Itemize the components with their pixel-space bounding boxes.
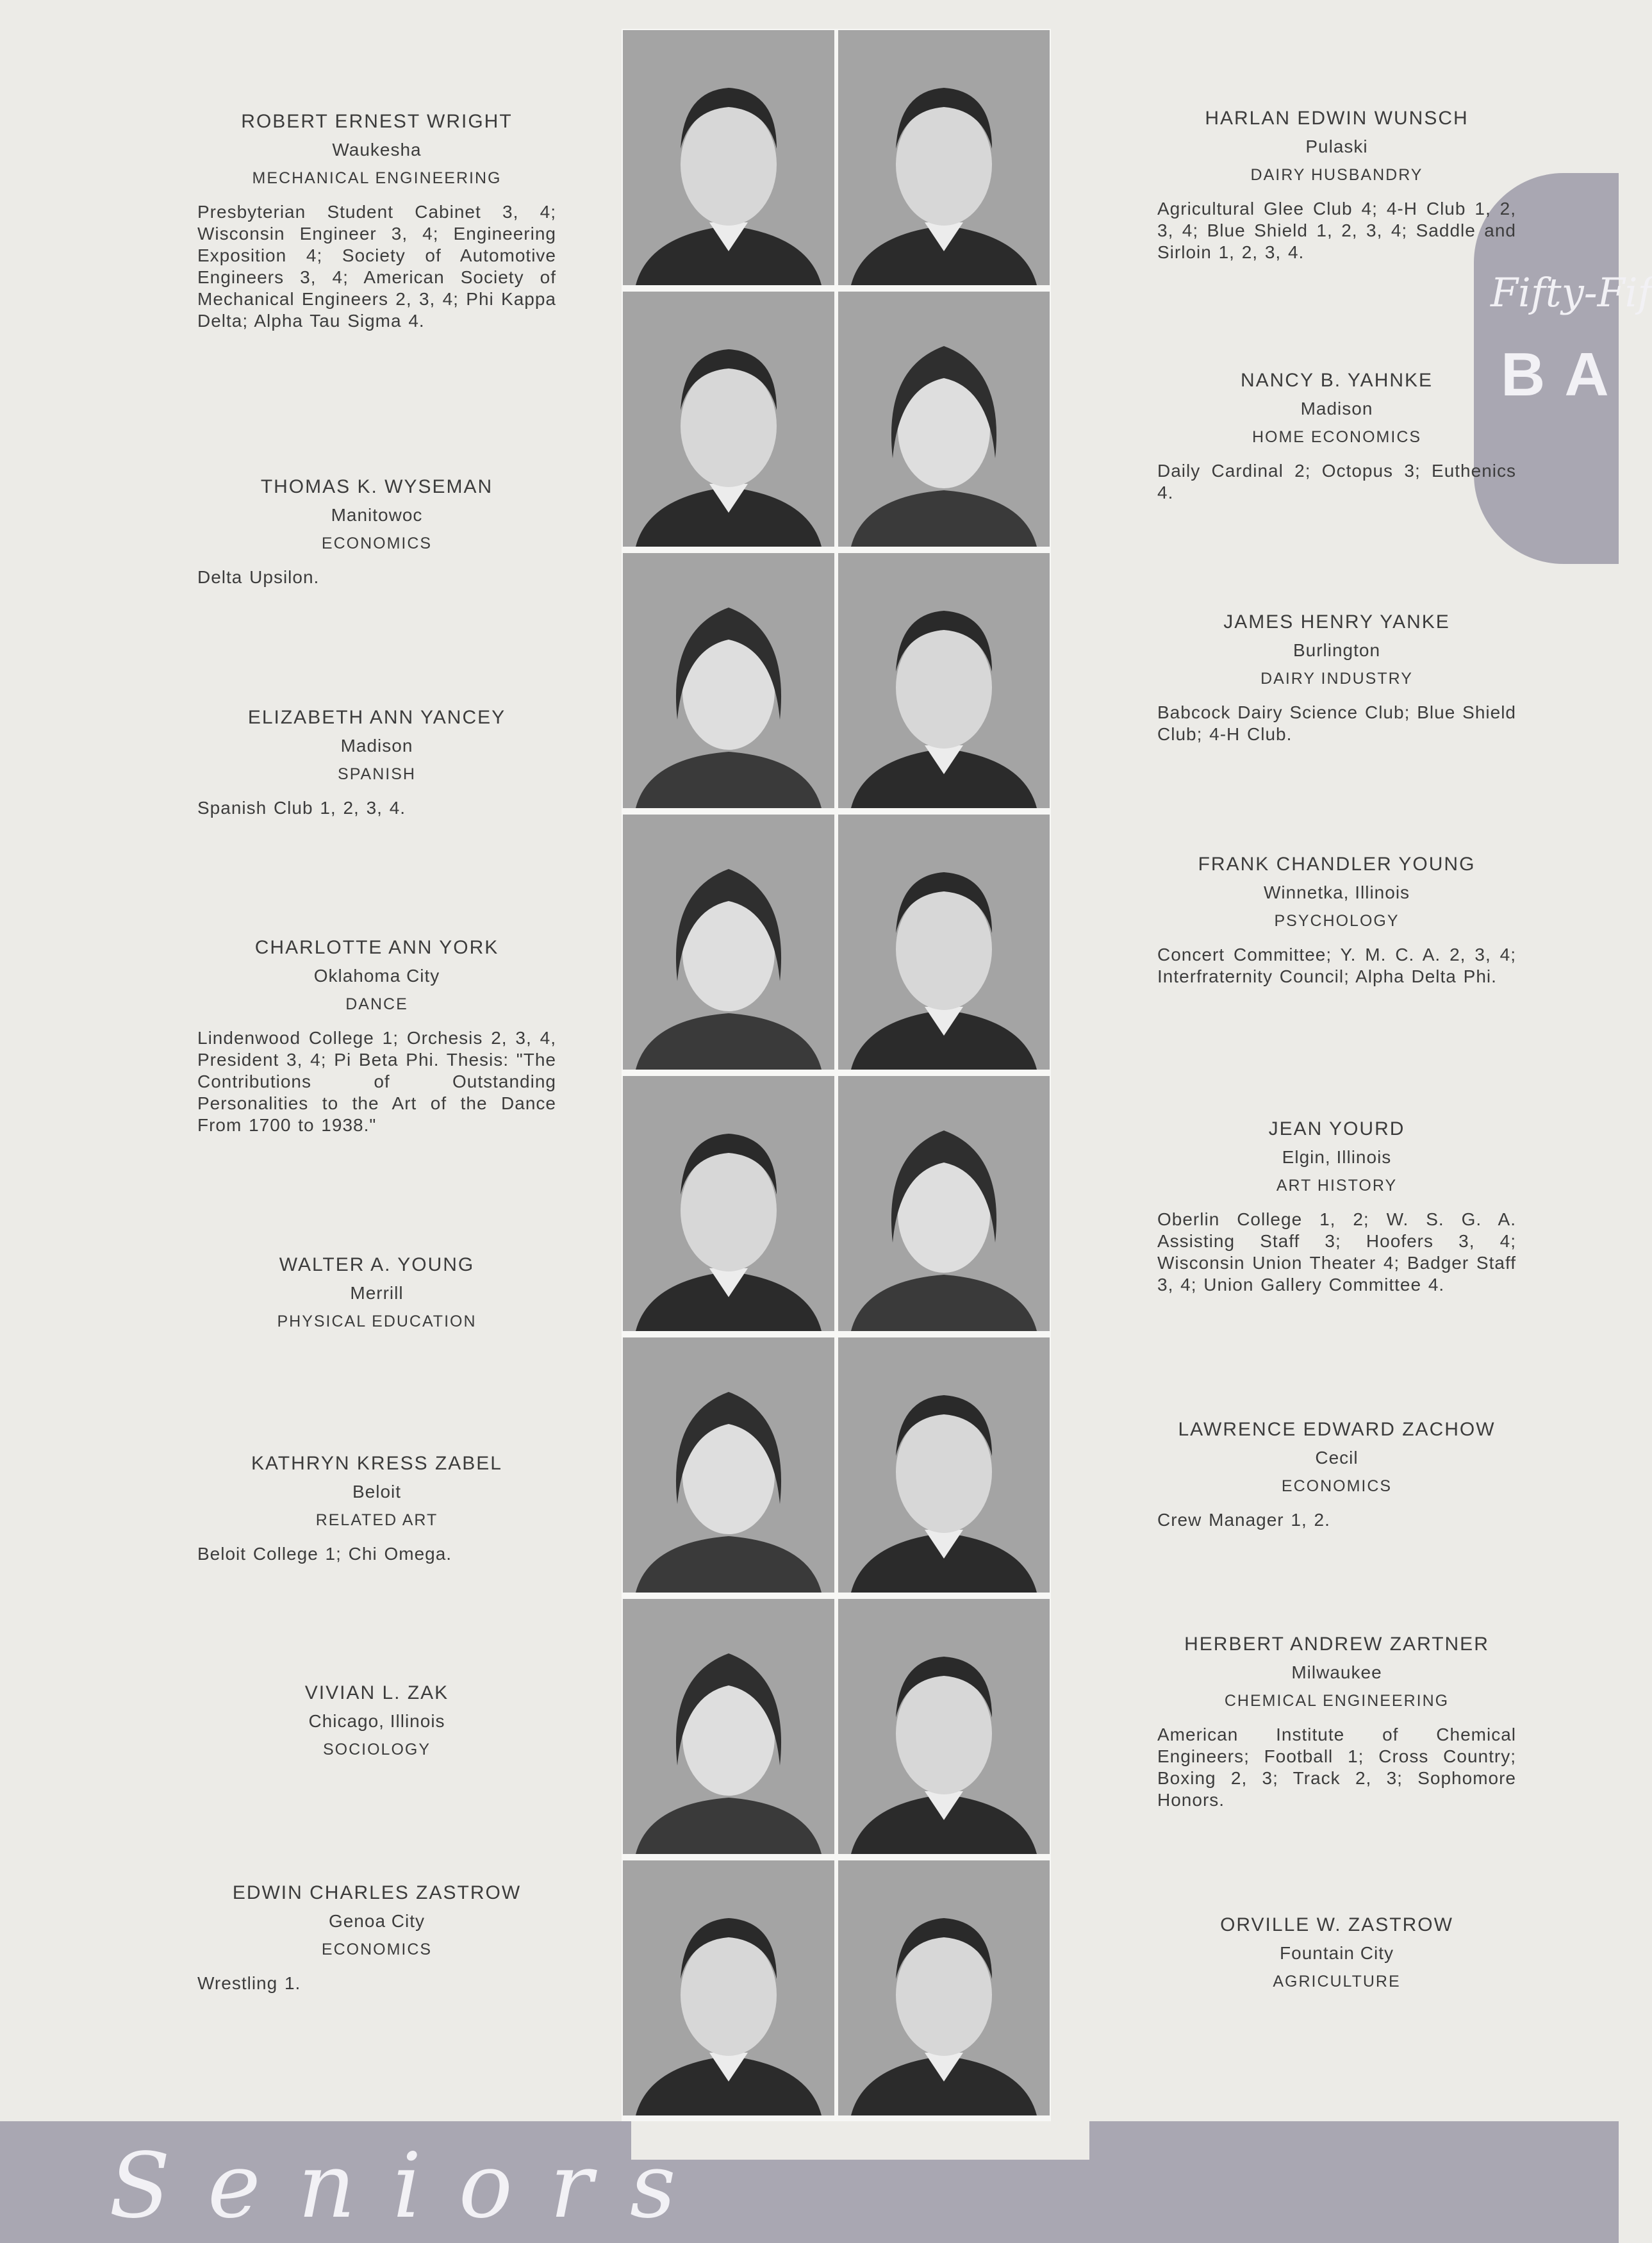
senior-name: ORVILLE W. ZASTROW: [1220, 1914, 1453, 1935]
senior-name: KATHRYN KRESS ZABEL: [251, 1453, 502, 1474]
portrait-photo: [623, 815, 834, 1070]
senior-major: ECONOMICS: [1281, 1477, 1392, 1495]
senior-name: HARLAN EDWIN WUNSCH: [1205, 108, 1469, 129]
senior-name: NANCY B. YAHNKE: [1240, 370, 1433, 391]
side-tab-script-text: Fifty-Fif: [1491, 269, 1652, 316]
senior-activities: American Institute of Chemical Engineers; Football 1; Cross Country; Boxing 2, 3; Track 2, 3; Sophomore Honors.: [1157, 1725, 1516, 1810]
senior-activities: Daily Cardinal 2; Octopus 3; Euthenics 4.: [1157, 461, 1516, 502]
portrait-photo: [623, 1860, 834, 2115]
senior-hometown: Waukesha: [332, 140, 422, 160]
senior-hometown: Madison: [340, 736, 413, 756]
senior-major: DANCE: [345, 995, 408, 1013]
senior-activities: Spanish Club 1, 2, 3, 4.: [197, 798, 406, 818]
senior-major: PHYSICAL EDUCATION: [277, 1312, 477, 1330]
senior-major: PSYCHOLOGY: [1274, 912, 1400, 930]
senior-entry-left-1: [197, 108, 556, 332]
portrait-photo: [838, 815, 1050, 1070]
senior-hometown: Merrill: [350, 1283, 404, 1303]
portrait-photo: [623, 30, 834, 285]
senior-hometown: Pulaski: [1305, 137, 1368, 156]
side-tab-letters: BA: [1501, 340, 1628, 409]
senior-hometown: Beloit: [352, 1482, 402, 1502]
senior-name: JAMES HENRY YANKE: [1223, 611, 1450, 633]
portrait-photo: [838, 1337, 1050, 1593]
senior-name: HERBERT ANDREW ZARTNER: [1184, 1634, 1489, 1655]
senior-name: FRANK CHANDLER YOUNG: [1198, 854, 1476, 875]
senior-activities: Crew Manager 1, 2.: [1157, 1510, 1330, 1530]
senior-activities: Agricultural Glee Club 4; 4-H Club 1, 2, 3, 4; Blue Shield 1, 2, 3, 4; Saddle and Sirloin 1, 2, 3, 4.: [1157, 199, 1516, 262]
portrait-photo: [838, 292, 1050, 547]
senior-entry-right-3: [1157, 608, 1516, 745]
senior-hometown: Chicago, Illinois: [308, 1711, 445, 1731]
senior-hometown: Milwaukee: [1291, 1662, 1382, 1682]
section-title: Seniors: [109, 2134, 713, 2239]
senior-name: LAWRENCE EDWARD ZACHOW: [1178, 1419, 1496, 1440]
senior-major: MECHANICAL ENGINEERING: [252, 169, 502, 187]
portrait-photo: [838, 553, 1050, 808]
senior-major: RELATED ART: [315, 1511, 438, 1529]
senior-major: SPANISH: [338, 765, 416, 783]
senior-name: ELIZABETH ANN YANCEY: [247, 707, 506, 728]
senior-name: THOMAS K. WYSEMAN: [260, 476, 493, 497]
senior-activities: Beloit College 1; Chi Omega.: [197, 1544, 452, 1564]
senior-entry-left-6: [197, 1450, 556, 1565]
senior-hometown: Cecil: [1315, 1448, 1359, 1468]
portrait-photo: [623, 1076, 834, 1331]
senior-entry-right-4: [1157, 850, 1516, 988]
portrait-photo: [623, 292, 834, 547]
senior-activities: Lindenwood College 1; Orchesis 2, 3, 4, President 3, 4; Pi Beta Phi. Thesis: "The Contributions of Outstanding Personalities to the Art of the Dance From 1700 to 1938.": [197, 1028, 556, 1135]
senior-activities: Oberlin College 1, 2; W. S. G. A. Assisting Staff 3; Hoofers 3, 4; Wisconsin Union Theater 4; Badger Staff 3, 4; Union Gallery Committee 4.: [1157, 1209, 1516, 1295]
portrait-photo: [838, 1076, 1050, 1331]
senior-name: CHARLOTTE ANN YORK: [254, 937, 499, 958]
senior-entry-left-7: [197, 1679, 556, 1773]
senior-entry-right-2: [1157, 367, 1516, 504]
senior-name: VIVIAN L. ZAK: [304, 1682, 449, 1703]
senior-entry-right-7: [1157, 1630, 1516, 1811]
senior-name: EDWIN CHARLES ZASTROW: [232, 1882, 522, 1903]
senior-major: HOME ECONOMICS: [1251, 428, 1422, 446]
senior-major: ART HISTORY: [1276, 1177, 1398, 1195]
senior-entry-left-4: [197, 934, 556, 1136]
senior-name: WALTER A. YOUNG: [279, 1254, 475, 1275]
senior-hometown: Oklahoma City: [313, 966, 440, 986]
portrait-photo: [623, 1337, 834, 1593]
senior-entry-right-8: [1157, 1911, 1516, 2005]
senior-entry-left-5: [197, 1251, 556, 1345]
senior-hometown: Manitowoc: [331, 505, 423, 525]
senior-major: SOCIOLOGY: [322, 1741, 431, 1759]
senior-major: DAIRY INDUSTRY: [1260, 670, 1413, 688]
portrait-photo: [623, 553, 834, 808]
senior-major: DAIRY HUSBANDRY: [1250, 166, 1423, 184]
portrait-photo: [838, 1599, 1050, 1854]
senior-activities: Delta Upsilon.: [197, 567, 320, 587]
senior-entry-right-1: [1157, 104, 1516, 263]
senior-major: CHEMICAL ENGINEERING: [1224, 1692, 1450, 1710]
senior-name: ROBERT ERNEST WRIGHT: [241, 111, 513, 132]
senior-hometown: Genoa City: [328, 1911, 425, 1931]
portrait-grid: [622, 29, 1051, 2144]
senior-entry-right-6: [1157, 1416, 1516, 1531]
senior-activities: Babcock Dairy Science Club; Blue Shield Club; 4-H Club.: [1157, 702, 1516, 744]
senior-hometown: Fountain City: [1280, 1943, 1394, 1963]
portrait-photo: [838, 30, 1050, 285]
senior-entry-right-5: [1157, 1115, 1516, 1296]
senior-entry-left-3: [197, 704, 556, 819]
senior-hometown: Winnetka, Illinois: [1263, 882, 1410, 902]
senior-activities: Concert Committee; Y. M. C. A. 2, 3, 4; Interfraternity Council; Alpha Delta Phi.: [1157, 945, 1516, 986]
senior-major: AGRICULTURE: [1273, 1973, 1401, 1991]
senior-entry-left-8: [197, 1879, 556, 1994]
senior-entry-left-2: [197, 473, 556, 588]
senior-hometown: Madison: [1300, 399, 1373, 418]
senior-activities: Wrestling 1.: [197, 1973, 301, 1993]
portrait-photo: [623, 1599, 834, 1854]
senior-major: ECONOMICS: [321, 1941, 433, 1958]
senior-hometown: Burlington: [1293, 640, 1381, 660]
portrait-photo: [838, 1860, 1050, 2115]
senior-hometown: Elgin, Illinois: [1282, 1147, 1392, 1167]
senior-major: ECONOMICS: [321, 534, 433, 552]
senior-name: JEAN YOURD: [1268, 1118, 1405, 1139]
senior-activities: Presbyterian Student Cabinet 3, 4; Wisconsin Engineer 3, 4; Engineering Exposition 4; Society of Automotive Engineers 3, 4; American Society of Mechanical Engineers 2, 3, 4; Phi Kappa Delta; Alpha Tau Sigma 4.: [197, 202, 556, 331]
